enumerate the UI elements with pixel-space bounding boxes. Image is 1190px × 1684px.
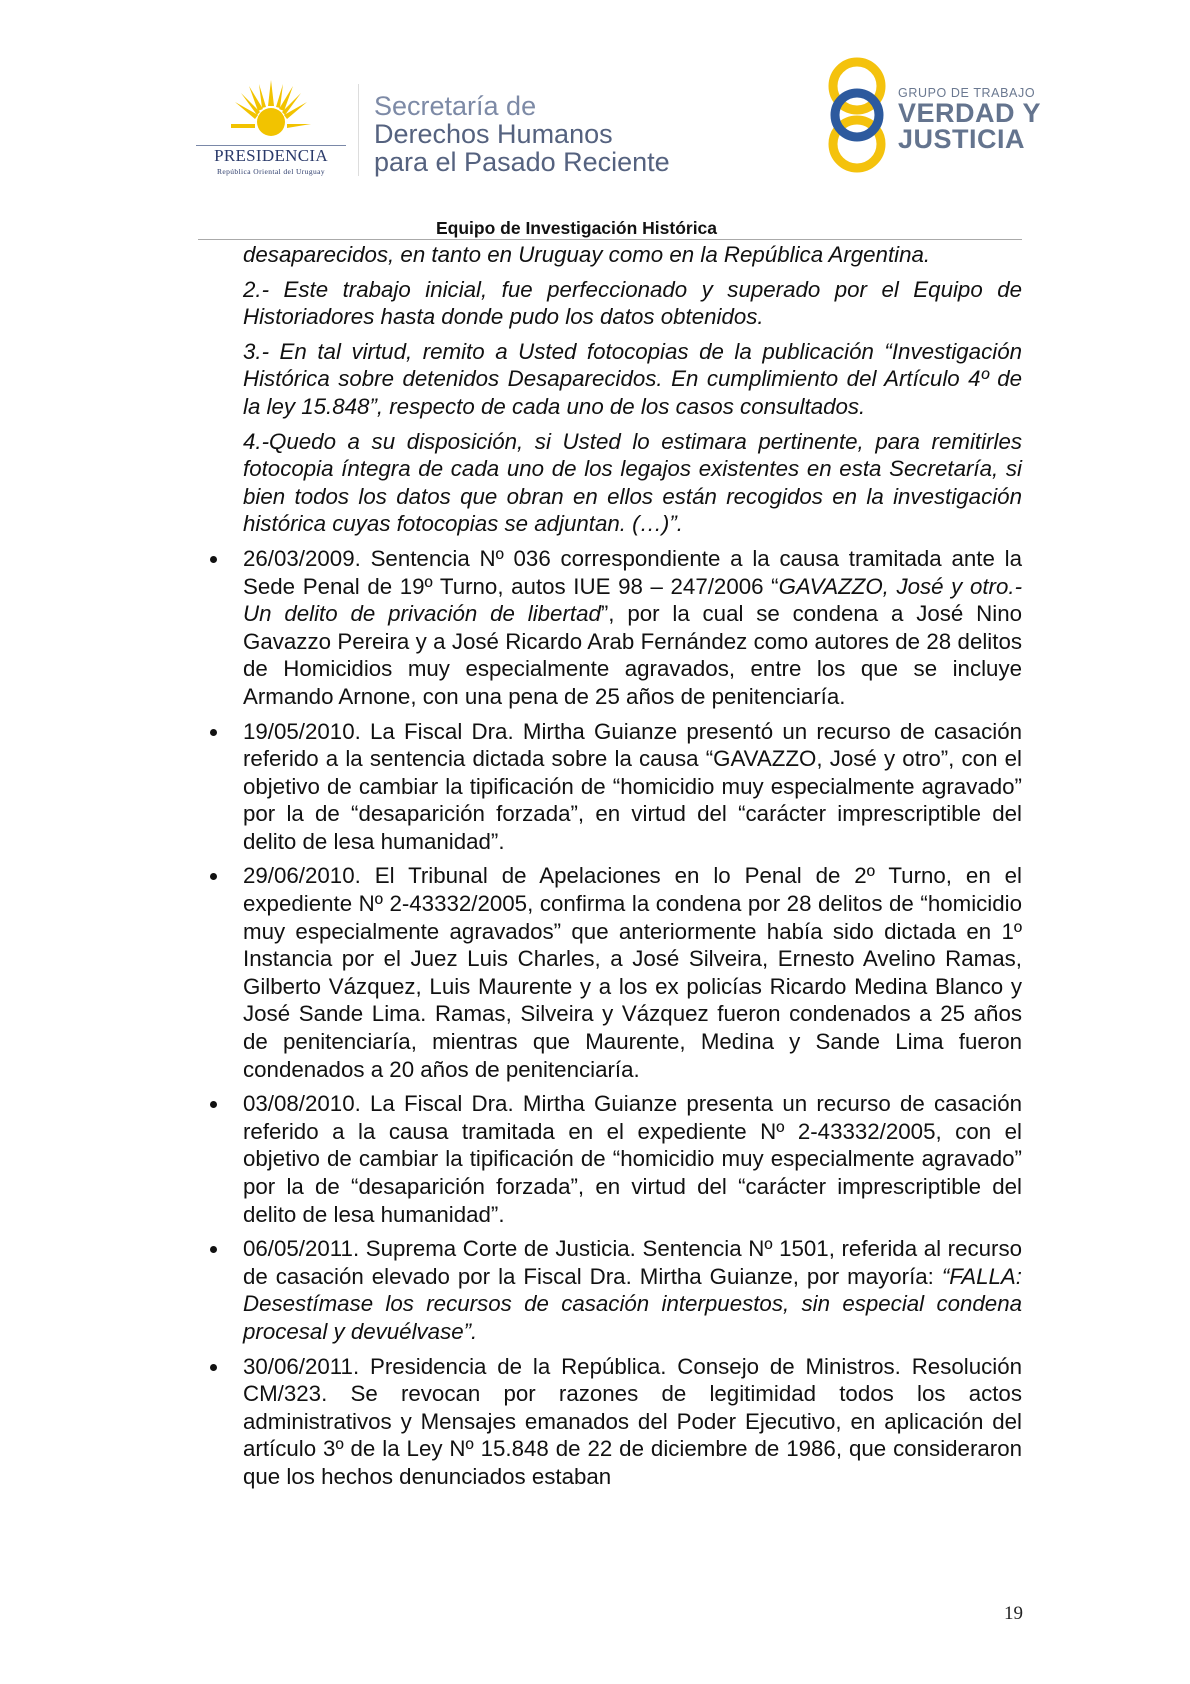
item-text-italic: “FALLA: Desestímase los recursos de casación interpuestos, sin especial condena procesal y devuélvase”. — [243, 1263, 1022, 1344]
logo-divider — [358, 84, 359, 176]
item-text: 06/05/2011. Suprema Corte de Justicia. Sentencia Nº 1501, referida al recurso de casación elevado por la Fiscal Dra. Mirtha Guianze, por mayoría: — [243, 1236, 1022, 1289]
grupo-line-1: GRUPO DE TRABAJO — [898, 86, 1036, 100]
item-text: 19/05/2010. La Fiscal Dra. Mirtha Guianze presentó un recurso de casación referido a la sentencia dictada sobre la causa “GAVAZZO, José y otro”, con el objetivo de cambiar la tipificación de “homicidio muy especialmente agravado” por la de “desaparición forzada”, en virtud del “carácter imprescriptible del delito de lesa humanidad”. — [243, 718, 1022, 854]
item-text: ”, por la cual se condena a José Nino Gavazzo Pereira y a José Ricardo Arab Fernández como autores de 28 delitos de Homicidios muy especialmente agravados, entre los que se incluye Armando Arnone, con una pena de 25 años de penitenciaría. — [243, 601, 1022, 709]
presidencia-subtitle: República Oriental del Uruguay — [216, 167, 325, 176]
chronology-list — [243, 545, 1022, 1491]
secretaria-line-1: Secretaría de — [374, 91, 537, 121]
grupo-trabajo-logo — [824, 56, 1044, 176]
sun-emblem-icon — [231, 78, 311, 146]
list-item — [243, 1235, 1022, 1345]
bullet-icon — [210, 1101, 217, 1108]
list-item — [243, 862, 1022, 1083]
item-text: 26/03/2009. Sentencia Nº 036 correspondiente a la causa tramitada ante la Sede Penal de 19º Turno, autos IUE 98 – 247/2006 “ — [243, 545, 1022, 599]
rings-emblem-icon — [824, 56, 894, 176]
grupo-line-2: VERDAD Y — [898, 98, 1042, 128]
list-item — [243, 545, 1022, 711]
page-header — [0, 0, 1190, 245]
grupo-line-3: JUSTICIA — [898, 124, 1026, 154]
document-body — [243, 241, 1022, 1498]
bullet-icon — [210, 556, 217, 563]
bullet-icon — [210, 873, 217, 880]
item-text-italic: GAVAZZO, José y otro.- Un delito de privación de libertad — [243, 573, 1022, 627]
list-item — [243, 1353, 1022, 1491]
bullet-icon — [210, 729, 217, 736]
secretaria-title — [374, 92, 670, 176]
intro-paragraph-3: 4.-Quedo a su disposición, si Usted lo estimara pertinente, para remitirles fotocopia íntegra de cada uno de los legajos existentes en esta Secretaría, si bien todos los datos que obran en ellos están recogidos en la investigación histórica cuyas fotocopias se adjuntan. (…)”. — [243, 428, 1022, 537]
intro-paragraph-1: 2.- Este trabajo inicial, fue perfeccionado y superado por el Equipo de Historiadores hasta donde pudo los datos obtenidos. — [243, 276, 1022, 330]
section-title: Equipo de Investigación Histórica — [436, 218, 718, 238]
bullet-icon — [210, 1246, 217, 1253]
grupo-trabajo-text — [898, 86, 1041, 152]
intro-paragraph-0: desaparecidos, en tanto en Uruguay como en la República Argentina. — [243, 242, 931, 267]
header-rule — [198, 239, 1022, 240]
secretaria-line-3: para el Pasado Reciente — [374, 147, 670, 177]
intro-paragraph-2: 3.- En tal virtud, remito a Usted fotocopias de la publicación “Investigación Histórica sobre detenidos Desaparecidos. En cumplimiento del Artículo 4º de la ley 15.848”, respecto de cada uno de los casos consultados. — [243, 338, 1022, 419]
item-text: 03/08/2010. La Fiscal Dra. Mirtha Guianze presenta un recurso de casación referido a la causa tramitada en el expediente Nº 2-43332/2005, con el objetivo de cambiar la tipificación de “homicidio muy especialmente agravado” por la de “desaparición forzada”, en virtud del “carácter imprescriptible del delito de lesa humanidad”. — [243, 1091, 1022, 1227]
list-item — [243, 718, 1022, 856]
item-text: 29/06/2010. El Tribunal de Apelaciones en lo Penal de 2º Turno, en el expediente Nº 2-43332/2005, confirma la condena por 28 delitos de “homicidio muy especialmente agravados” que anteriormente había sido dictada en 1º Instancia por el Juez Luis Charles, a José Silveira, Ernesto Avelino Ramas, Gilberto Vázquez, Luis Maurente y a los ex policías Ricardo Medina Blanco y José Sande Lima. Ramas, Silveira y Vázquez fueron condenados a 25 años de penitenciaría, mientras que Maurente, Medina y Sande Lima fueron condenados a 20 años de penitenciaría. — [243, 863, 1022, 1082]
presidencia-logo — [196, 78, 346, 178]
bullet-icon — [210, 1364, 217, 1371]
page-number: 19 — [1004, 1603, 1023, 1624]
list-item — [243, 1090, 1022, 1228]
secretaria-line-2: Derechos Humanos — [374, 119, 613, 149]
item-text: 30/06/2011. Presidencia de la República. Consejo de Ministros. Resolución CM/323. Se revocan por razones de legitimidad todos los actos administrativos y Mensajes emanados del Poder Ejecutivo, en aplicación del artículo 3º de la Ley Nº 15.848 de 22 de diciembre de 1986, que consideraron que los hechos denunciados estaban — [243, 1353, 1022, 1489]
presidencia-name: PRESIDENCIA — [214, 146, 328, 165]
